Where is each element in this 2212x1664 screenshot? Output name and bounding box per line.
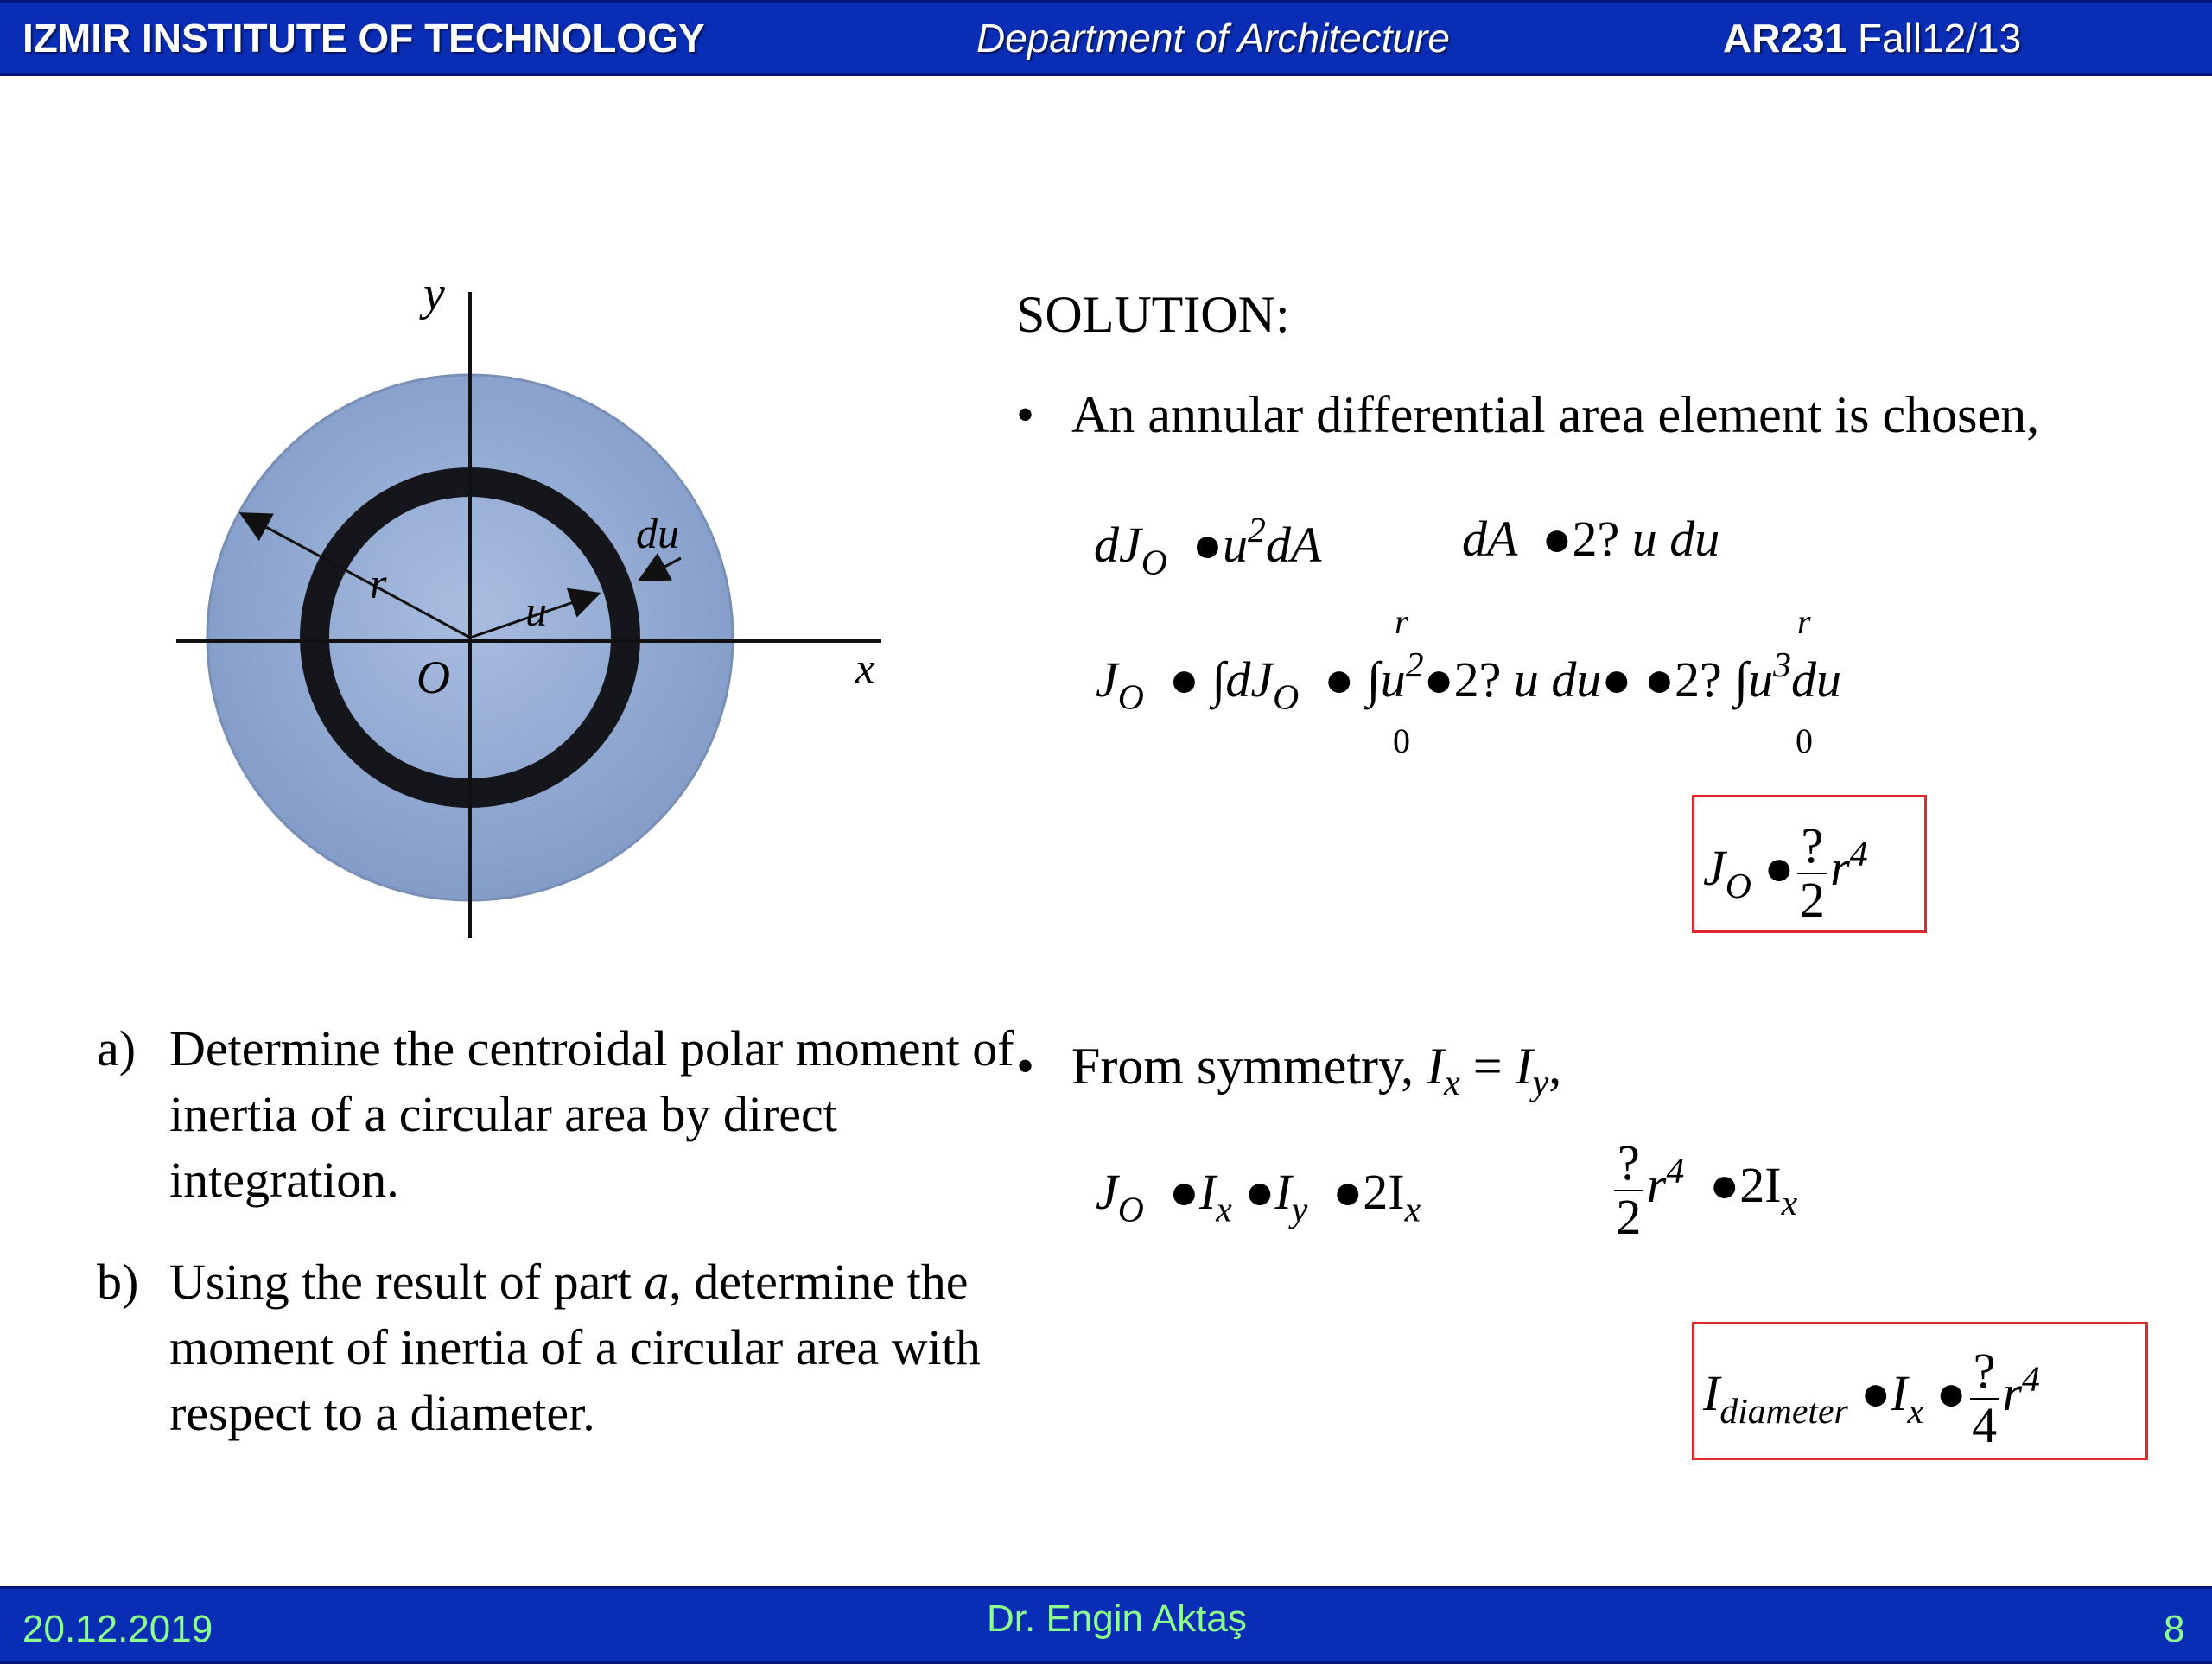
eq-subscript: y (1532, 1064, 1549, 1103)
fraction (1970, 1345, 1999, 1452)
origin-label: O (416, 651, 450, 703)
eq-subscript: x (1216, 1190, 1232, 1230)
eq-term: dJ (1225, 651, 1274, 708)
equals-glyph: ● (1311, 651, 1367, 708)
bullet-annular-text: An annular differential area element is chosen, (1071, 386, 2040, 443)
eq-term: J (1096, 651, 1118, 708)
integral-upper-limit: r (1797, 602, 1811, 641)
bullet-marker: • (1016, 1038, 1035, 1095)
eq-exponent: 4 (1666, 1151, 1685, 1191)
du-label: du (636, 509, 679, 557)
eq-subscript: O (1117, 677, 1144, 718)
task-text-part: , determine the moment of inertia of a circular area with respect to a diameter. (169, 1254, 981, 1441)
result-polar-moment-box (1692, 795, 1927, 933)
department-name: Department of Architecture (976, 16, 1450, 60)
punctuation: , (1548, 1038, 1562, 1095)
equals-glyph: ● (1156, 651, 1212, 708)
equation-da (1462, 510, 1719, 568)
eq-term: u du (1631, 511, 1720, 567)
eq-term: 2 (1453, 651, 1479, 708)
pi-glyph: ? (1478, 651, 1502, 708)
task-text (169, 1249, 1033, 1446)
course-term: Fall12/13 (1857, 16, 2022, 60)
integral-glyph: ∫ (1211, 651, 1226, 708)
eq-subscript: y (1291, 1190, 1308, 1230)
result-diameter-moment-box (1692, 1322, 2148, 1460)
eq-exponent: 4 (2022, 1359, 2040, 1400)
pi-glyph: ? (1597, 511, 1620, 567)
bullet-marker: • (1016, 386, 1035, 443)
eq-subscript: x (1907, 1391, 1924, 1432)
equals-glyph: ● ● (1601, 651, 1675, 708)
eq-subscript: x (1404, 1190, 1421, 1230)
bullet-symmetry-text: From symmetry, (1071, 1038, 1427, 1095)
header-bar (0, 0, 2212, 76)
task-label: a) (97, 1020, 137, 1077)
eq-term: u (1748, 651, 1774, 708)
eq-term: 2 (1572, 511, 1598, 567)
equals-glyph: ● (1923, 1365, 1967, 1422)
task-label: b) (97, 1254, 139, 1310)
pi-glyph: ? (1970, 1345, 1999, 1400)
eq-term: dJ (1094, 516, 1141, 573)
equation-djo (1094, 510, 1321, 584)
eq-exponent: 2 (1405, 645, 1424, 685)
equals-glyph: ● (1179, 516, 1223, 573)
footer-date: 20.12.2019 (22, 1608, 213, 1650)
equation-jo-integral (1096, 645, 1841, 719)
pi-glyph: ? (1797, 820, 1827, 874)
bullet-annular (1016, 385, 2039, 445)
pi-glyph: ? (1699, 651, 1722, 708)
equals-glyph: ● (1319, 1164, 1363, 1220)
eq-term: u du (1513, 651, 1602, 708)
eq-term: r (1830, 840, 1850, 897)
footer-bar (0, 1586, 2212, 1664)
course-info (1723, 15, 2021, 61)
eq-term: I (1891, 1365, 1908, 1422)
eq-term: J (1703, 840, 1726, 897)
x-axis-label: x (855, 644, 875, 692)
equals-sign: = (1459, 1038, 1516, 1095)
eq-term: u (1380, 651, 1406, 708)
eq-subscript: x (1444, 1064, 1460, 1103)
eq-term: I (1703, 1365, 1720, 1422)
eq-term: J (1096, 1164, 1118, 1220)
equation-pi-r4 (1611, 1134, 1798, 1245)
eq-term: 2I (1739, 1157, 1782, 1214)
institution-name: IZMIR INSTITUTE OF TECHNOLOGY (22, 16, 705, 60)
integral-lower-limit: 0 (1796, 721, 1813, 760)
eq-term: 2 (1674, 651, 1700, 708)
denominator: 2 (1616, 1188, 1642, 1245)
eq-term: I (1274, 1164, 1292, 1220)
eq-term: dA (1462, 511, 1517, 567)
result-polar-moment (1703, 817, 1868, 928)
paren-glyph: ● (1423, 651, 1454, 708)
eq-term: r (2002, 1365, 2023, 1422)
solution-heading: SOLUTION: (1016, 286, 1290, 343)
eq-term: r (1646, 1157, 1667, 1214)
eq-subscript: O (1273, 677, 1300, 718)
radius-label: r (370, 559, 387, 607)
eq-subscript: diameter (1719, 1391, 1848, 1432)
equals-glyph: ● (1751, 840, 1795, 897)
eq-term: du (1790, 651, 1841, 708)
circle-figure (164, 276, 907, 950)
equals-glyph: ● (1696, 1157, 1740, 1214)
eq-term: I (1515, 1038, 1533, 1095)
denominator: 4 (1972, 1396, 1998, 1453)
integral-upper-limit: r (1395, 602, 1408, 641)
y-axis-label: y (423, 276, 445, 321)
course-code: AR231 (1723, 16, 1847, 60)
integral-glyph: ∫ (1734, 651, 1749, 708)
task-text-italic: a (644, 1254, 670, 1310)
eq-term: u (1222, 516, 1248, 573)
fraction (1614, 1134, 1643, 1245)
pi-glyph: ? (1614, 1137, 1643, 1191)
eq-term: I (1427, 1038, 1445, 1095)
eq-subscript: O (1141, 543, 1167, 583)
u-label: u (525, 587, 547, 635)
integral-lower-limit: 0 (1393, 721, 1410, 760)
eq-term: dA (1265, 516, 1322, 573)
equation-jo-symmetry (1096, 1163, 1421, 1231)
eq-subscript: O (1725, 866, 1751, 906)
plus-glyph: ● (1231, 1164, 1275, 1220)
fraction (1797, 817, 1827, 928)
equals-glyph: ● (1529, 511, 1573, 567)
equals-glyph: ● (1156, 1164, 1199, 1220)
footer-author: Dr. Engin Aktaş (987, 1597, 1247, 1640)
result-diameter-moment (1703, 1345, 2040, 1452)
bullet-symmetry (1016, 1037, 1561, 1104)
eq-subscript: O (1117, 1190, 1144, 1230)
task-text-part: Using the result of part (169, 1254, 645, 1310)
eq-subscript: x (1781, 1183, 1798, 1223)
task-text: Determine the centroidal polar moment of inertia of a circular area by direct integration. (169, 1020, 1014, 1208)
equals-glyph: ● (1847, 1365, 1891, 1422)
integral-glyph: ∫ (1366, 651, 1381, 708)
eq-exponent: 2 (1247, 511, 1266, 550)
eq-exponent: 3 (1773, 645, 1791, 685)
eq-term: 2I (1363, 1164, 1405, 1220)
eq-exponent: 4 (1849, 834, 1868, 874)
denominator: 2 (1799, 871, 1825, 928)
footer-page-number: 8 (2164, 1608, 2185, 1650)
eq-term: I (1198, 1164, 1217, 1220)
